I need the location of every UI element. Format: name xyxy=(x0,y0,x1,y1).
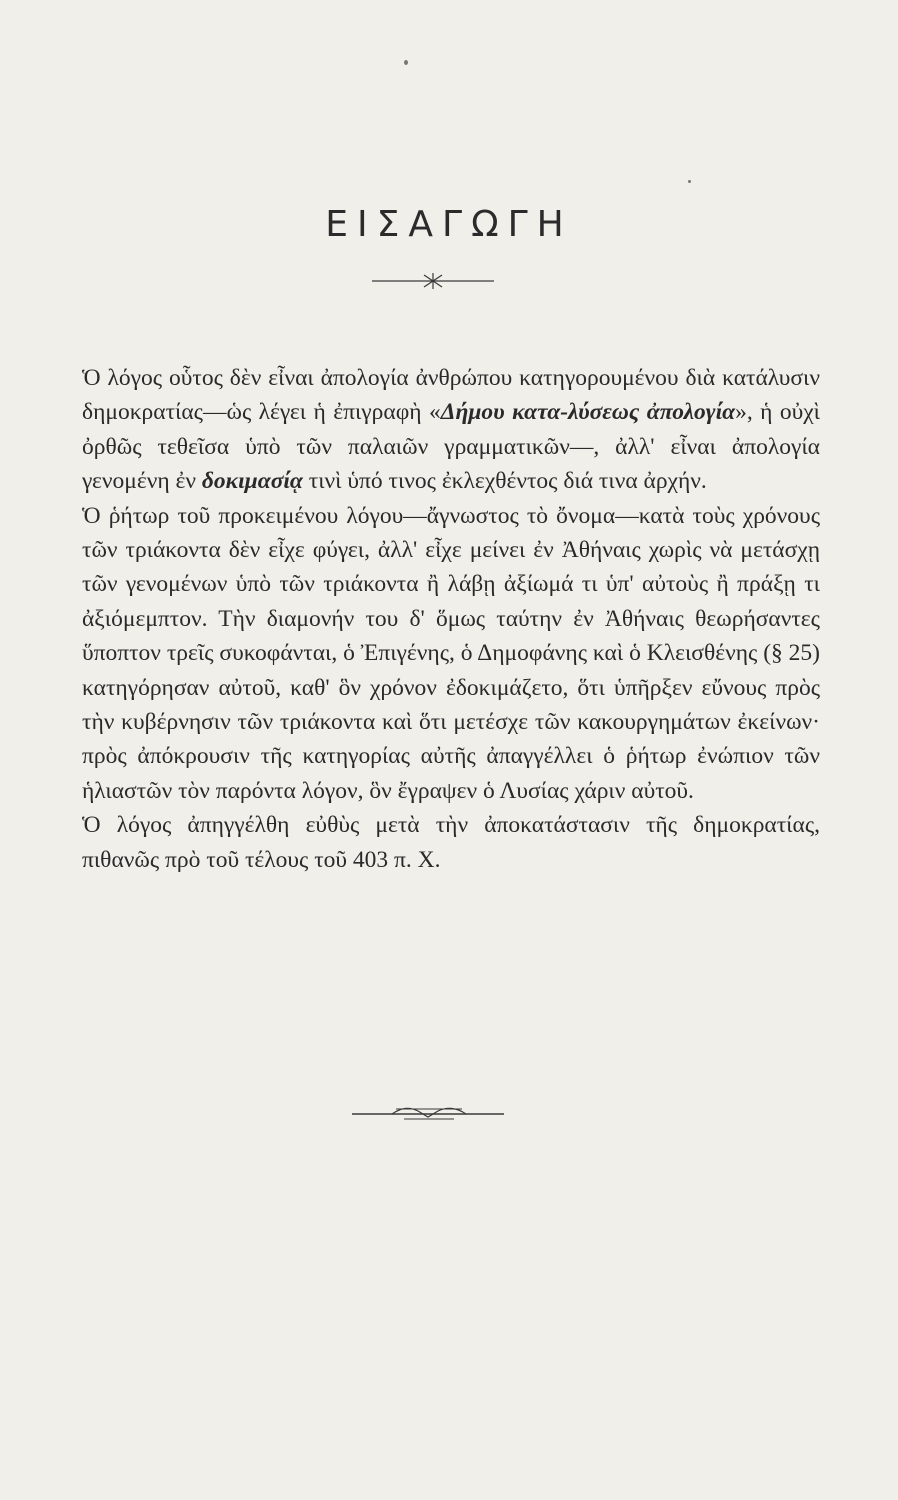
end-ornament-rule xyxy=(352,1097,504,1127)
paragraph-1: Ὁ λόγος οὗτος δὲν εἶναι ἀπολογία ἀνθρώπου κατηγορουμένου διὰ κατάλυσιν δημοκρατίας—ὡς λέγει ἡ ἐπιγραφὴ «Δήμου κατα-λύσεως ἀπολογία», ἡ οὐχὶ ὀρθῶς τεθεῖσα ὑπὸ τῶν παλαιῶν γραμματικῶν—, ἀλλ' εἶναι ἀπολογία γενομένη ἐν δοκιμασίᾳ τινὶ ὑπό τινος ἐκλεχθέντος διά τινα ἀρχήν. xyxy=(82,365,820,495)
emphasized-term: δοκιμασίᾳ xyxy=(201,468,303,495)
paragraph-2: Ὁ ῥήτωρ τοῦ προκειμένου λόγου—ἄγνωστος τὸ ὄνομα—κατὰ τοὺς χρόνους τῶν τριάκοντα δὲν εἶχε φύγει, ἀλλ' εἶχε μείνει ἐν Ἀθήναις χωρὶς νὰ μετάσχῃ τῶν γενομένων ὑπὸ τῶν τριάκοντα ἢ λάβῃ ἀξίωμά τι ὑπ' αὐτοὺς ἢ πράξῃ τι ἀξιόμεμπτον. Τὴν διαμονήν του δ' ὅμως ταύτην ἐν Ἀθήναις θεωρήσαντες ὕποπτον τρεῖς συκοφάνται, ὁ Ἐπιγένης, ὁ Δημοφάνης καὶ ὁ Κλεισθένης (§ 25) κατηγόρησαν αὐτοῦ, καθ' ὃν χρόνον ἐδοκιμάζετο, ὅτι ὑπῆρξεν εὔνους πρὸς τὴν κυβέρνησιν τῶν τριάκοντα καὶ ὅτι μετέσχε τῶν κακουργημάτων ἐκείνων· πρὸς ἀπόκρουσιν τῆς κατηγορίας αὐτῆς ἀπαγγέλλει ὁ ῥήτωρ ἐνώπιον τῶν ἡλιαστῶν τὸν παρόντα λόγον, ὃν ἔγραψεν ὁ Λυσίας χάριν αὐτοῦ. xyxy=(82,502,820,804)
chapter-title: ΕΙΣΑΓΩΓΗ xyxy=(325,204,573,245)
paragraph-3: Ὁ λόγος ἀπηγγέλθη εὐθὺς μετὰ τὴν ἀποκατάστασιν τῆς δημοκρατίας, πιθανῶς πρὸ τοῦ τέλους τοῦ 403 π. Χ. xyxy=(82,812,820,873)
paper-speck xyxy=(404,60,408,65)
paper-speck xyxy=(688,180,691,183)
introduction-text xyxy=(82,361,820,877)
title-ornament-rule xyxy=(372,270,494,292)
emphasized-title: Δήμου κατα-λύσεως ἀπολογία xyxy=(440,399,736,426)
